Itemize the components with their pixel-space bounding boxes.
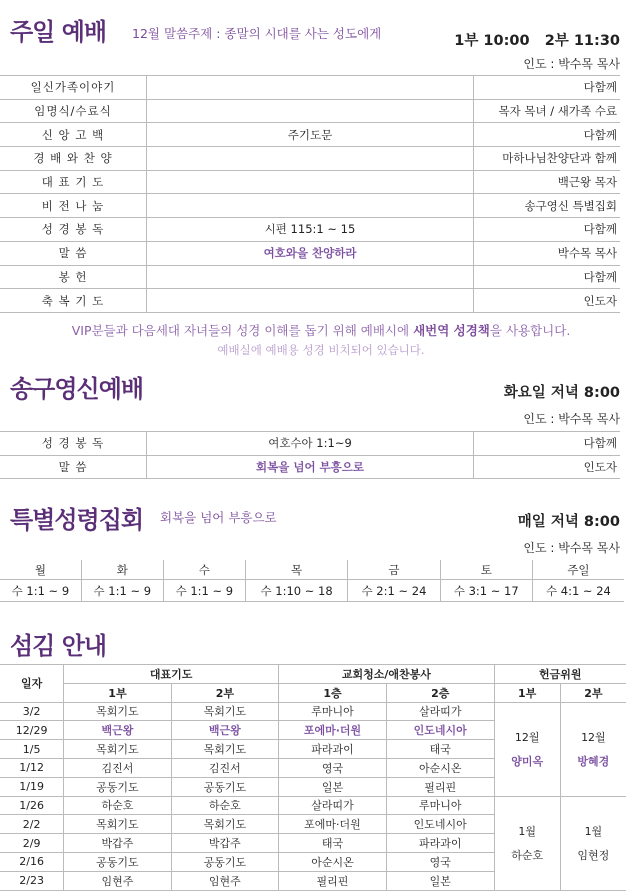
order-person: 다함께 [474,76,621,100]
bible-note-2: 예배실에 예배용 성경 비치되어 있습니다. [217,343,425,357]
order-item: 임명식/수료식 [0,99,147,123]
row-floor-1: 필리핀 [279,871,387,890]
bible-note-bold: 새번역 성경책 [413,323,490,338]
row-floor-1: 일본 [279,777,387,796]
week-day-5: 토 [440,560,532,580]
row-floor-1: 태국 [279,834,387,853]
order-item: 말 씀 [0,455,147,479]
row-prayer-2: 공동기도 [171,852,278,871]
schedule-row [0,702,626,721]
row-prayer-1: 공동기도 [64,777,171,796]
week-day-3: 목 [245,560,348,580]
row-floor-1: 포에마·더원 [279,815,387,834]
order-row [0,170,620,194]
row-floor-1: 살라띠가 [279,796,387,815]
sunday-leader: 인도 : 박수목 목사 [523,57,620,71]
offering-name: 임현정 [577,849,610,863]
order-item: 성 경 봉 독 [0,432,147,456]
header-date: 일자 [0,665,64,703]
order-item: 대 표 기 도 [0,170,147,194]
sunday-theme: 12월 말씀주제 : 종말의 시대를 사는 성도에게 [132,26,382,41]
order-person: 백근왕 목자 [474,170,621,194]
row-prayer-2: 목회기도 [171,740,278,759]
sunday-time: 1부 10:00 2부 11:30 [454,33,620,49]
week-passage-3: 수 1:10 ~ 18 [245,580,348,602]
week-day-0: 월 [0,560,81,580]
order-item: 봉 헌 [0,265,147,289]
order-row [0,289,620,313]
row-prayer-2: 하순호 [171,796,278,815]
order-item: 신 앙 고 백 [0,123,147,147]
row-prayer-1: 박갑주 [64,834,171,853]
order-row [0,265,620,289]
row-floor-2: 일본 [386,871,494,890]
order-item: 축 복 기 도 [0,289,147,313]
week-day-1: 화 [81,560,163,580]
schedule-subheader-row [0,683,626,702]
special-time: 매일 저녁 8:00 [517,514,620,530]
row-date: 2/9 [0,834,64,853]
row-prayer-2: 박갑주 [171,834,278,853]
week-passage-1: 수 1:1 ~ 9 [81,580,163,602]
row-prayer-1: 공동기도 [64,852,171,871]
bible-note-pre: VIP분들과 다음세대 자녀들의 성경 이해를 돕기 위해 예배시에 [71,323,414,338]
sunday-title: 주일 예배 [10,18,107,46]
row-prayer-1: 목회기도 [64,702,171,721]
row-date: 3/2 [0,702,64,721]
offering-name: 하순호 [511,849,544,863]
row-floor-1: 영국 [279,758,387,777]
row-floor-1: 파라과이 [279,740,387,759]
offering-o2-offering_jan [560,796,626,890]
row-date: 1/5 [0,740,64,759]
offering-o1-offering_dec [494,702,560,796]
week-passage-2: 수 1:1 ~ 9 [163,580,245,602]
special-leader: 인도 : 박수목 목사 [523,541,620,555]
special-title: 특별성령집회 [10,506,144,534]
row-date: 12/29 [0,721,64,740]
order-item: 경 배 와 찬 양 [0,147,147,171]
offering-o2-offering_dec [560,702,626,796]
row-prayer-1: 목회기도 [64,815,171,834]
offering-name: 방혜경 [577,755,610,769]
week-passage-4: 수 2:1 ~ 24 [348,580,440,602]
order-row [0,99,620,123]
sunday-order-table [0,75,620,313]
order-content: 여호수아 1:1~9 [147,432,474,456]
row-prayer-2: 공동기도 [171,777,278,796]
row-floor-2: 영국 [386,852,494,871]
order-row [0,147,620,171]
week-day-6: 주일 [532,560,624,580]
offering-month: 12월 [514,731,540,745]
row-floor-1: 아순시온 [279,852,387,871]
row-prayer-1: 백근왕 [64,721,171,740]
order-content [147,170,474,194]
row-prayer-1: 임현주 [64,871,171,890]
order-content: 시편 115:1 ~ 15 [147,218,474,242]
special-subtitle: 회복을 넘어 부흥으로 [160,510,277,525]
row-floor-2: 살라띠가 [386,702,494,721]
order-item: 일신가족이야기 [0,76,147,100]
header-prayer: 대표기도 [64,665,279,684]
row-prayer-1: 목회기도 [64,740,171,759]
newyear-order-table [0,431,620,479]
header-o1: 1부 [494,683,560,702]
row-prayer-2: 목회기도 [171,815,278,834]
row-prayer-2: 백근왕 [171,721,278,740]
schedule-header-row [0,665,626,684]
newyear-title: 송구영신예배 [10,375,144,403]
row-floor-2: 아순시온 [386,758,494,777]
order-content [147,147,474,171]
offering-month: 1월 [518,825,536,839]
week-passage-6: 수 4:1 ~ 24 [532,580,624,602]
newyear-leader: 인도 : 박수목 목사 [523,412,620,426]
order-row [0,123,620,147]
header-offering: 헌금위원 [494,665,626,684]
order-content: 주기도문 [147,123,474,147]
row-prayer-2: 김진서 [171,758,278,777]
row-date: 2/16 [0,852,64,871]
order-content [147,265,474,289]
row-prayer-1: 김진서 [64,758,171,777]
header-cleaning: 교회청소/애찬봉사 [279,665,494,684]
order-person: 박수목 목사 [474,241,621,265]
row-prayer-1: 하순호 [64,796,171,815]
offering-month: 12월 [581,731,606,745]
row-prayer-2: 목회기도 [171,702,278,721]
week-day-4: 금 [348,560,440,580]
header-f1: 1층 [279,683,387,702]
row-date: 1/26 [0,796,64,815]
order-person: 마하나님찬양단과 함께 [474,147,621,171]
week-day-2: 수 [163,560,245,580]
order-content [147,99,474,123]
row-floor-2: 파라과이 [386,834,494,853]
order-content: 여호와을 찬양하라 [147,241,474,265]
order-content [147,289,474,313]
order-row [0,241,620,265]
order-person: 다함께 [474,432,621,456]
offering-o1-offering_jan [494,796,560,890]
schedule-row [0,796,626,815]
row-floor-2: 루마니아 [386,796,494,815]
offering-month: 1월 [584,825,603,839]
newyear-time: 화요일 저녁 8:00 [503,385,620,401]
order-row [0,76,620,100]
order-item: 말 씀 [0,241,147,265]
bible-note [0,321,642,339]
row-floor-2: 태국 [386,740,494,759]
row-floor-2: 인도네시아 [386,815,494,834]
row-floor-1: 루마니아 [279,702,387,721]
order-item: 비 전 나 눔 [0,194,147,218]
row-date: 1/12 [0,758,64,777]
order-content: 회복을 넘어 부흥으로 [147,455,474,479]
order-person: 인도자 [474,289,621,313]
row-date: 1/19 [0,777,64,796]
order-content [147,76,474,100]
order-person: 다함께 [474,218,621,242]
service-title: 섬김 안내 [10,632,107,660]
order-item: 성 경 봉 독 [0,218,147,242]
row-date: 2/2 [0,815,64,834]
order-person: 다함께 [474,123,621,147]
bible-note-post: 을 사용합니다. [489,323,571,338]
order-row [0,218,620,242]
order-row [0,194,620,218]
header-f2: 2층 [386,683,494,702]
order-person: 인도자 [474,455,621,479]
header-p1: 1부 [64,683,171,702]
row-floor-1: 포에마·더원 [279,721,387,740]
row-date: 2/23 [0,871,64,890]
header-o2: 2부 [560,683,626,702]
week-passage-0: 수 1:1 ~ 9 [0,580,81,602]
order-row [0,432,620,456]
service-table [0,664,626,891]
row-prayer-2: 임현주 [171,871,278,890]
offering-name: 양미옥 [511,755,544,769]
row-floor-2: 인도네시아 [386,721,494,740]
order-person: 목자 목녀 / 새가족 수료 [474,99,621,123]
order-person: 다함께 [474,265,621,289]
special-week-table [0,560,624,602]
order-content [147,194,474,218]
order-row [0,455,620,479]
header-p2: 2부 [171,683,278,702]
week-passage-5: 수 3:1 ~ 17 [440,580,532,602]
order-person: 송구영신 특별집회 [474,194,621,218]
row-floor-2: 필리핀 [386,777,494,796]
